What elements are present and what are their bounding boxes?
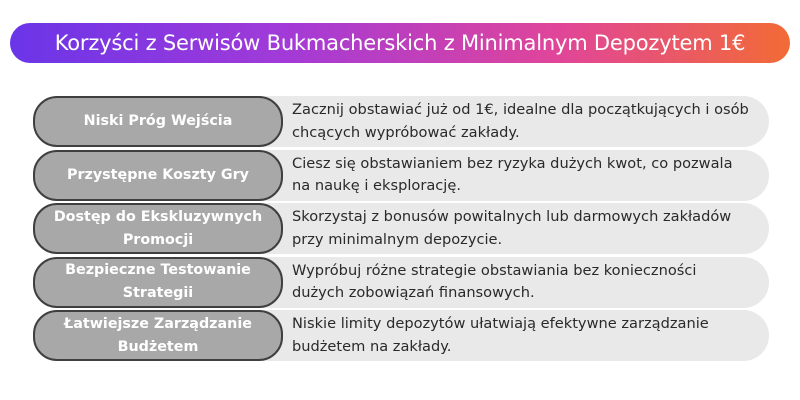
page-title: Korzyści z Serwisów Bukmacherskich z Minimalnym Depozytem 1€ bbox=[54, 31, 746, 55]
benefit-label-box bbox=[33, 203, 283, 254]
benefit-row bbox=[33, 96, 769, 147]
benefit-row bbox=[33, 310, 769, 361]
benefit-label: Dostęp do Ekskluzywnych Promocji bbox=[53, 208, 263, 248]
title-banner bbox=[10, 23, 790, 63]
benefit-label-box bbox=[33, 150, 283, 201]
benefit-row bbox=[33, 257, 769, 308]
benefit-row bbox=[33, 203, 769, 254]
benefit-description: Ciesz się obstawianiem bez ryzyka dużych kwot, co pozwala na naukę i eksplorację. bbox=[292, 154, 733, 194]
benefit-description: Zacznij obstawiać już od 1€, idealne dla początkujących i osób chcących wypróbować zakłady. bbox=[292, 101, 749, 141]
benefit-label: Bezpieczne Testowanie Strategii bbox=[65, 262, 251, 301]
benefit-label: Niski Próg Wejścia bbox=[83, 113, 233, 129]
benefits-list bbox=[33, 96, 769, 364]
benefit-label-box bbox=[33, 96, 283, 147]
benefit-description: Skorzystaj z bonusów powitalnych lub darmowych zakładów przy minimalnym depozycie. bbox=[292, 208, 732, 248]
benefit-description: Wypróbuj różne strategie obstawiania bez konieczności dużych zobowiązań finansowych. bbox=[292, 261, 697, 301]
benefit-description: Niskie limity depozytów ułatwiają efektywne zarządzanie budżetem na zakłady. bbox=[292, 315, 709, 355]
benefit-label: Przystępne Koszty Gry bbox=[66, 166, 249, 183]
benefit-label-box bbox=[33, 257, 283, 308]
benefit-label: Łatwiejsze Zarządzanie Budżetem bbox=[64, 315, 252, 355]
benefit-label-box bbox=[33, 310, 283, 361]
benefit-row bbox=[33, 150, 769, 201]
